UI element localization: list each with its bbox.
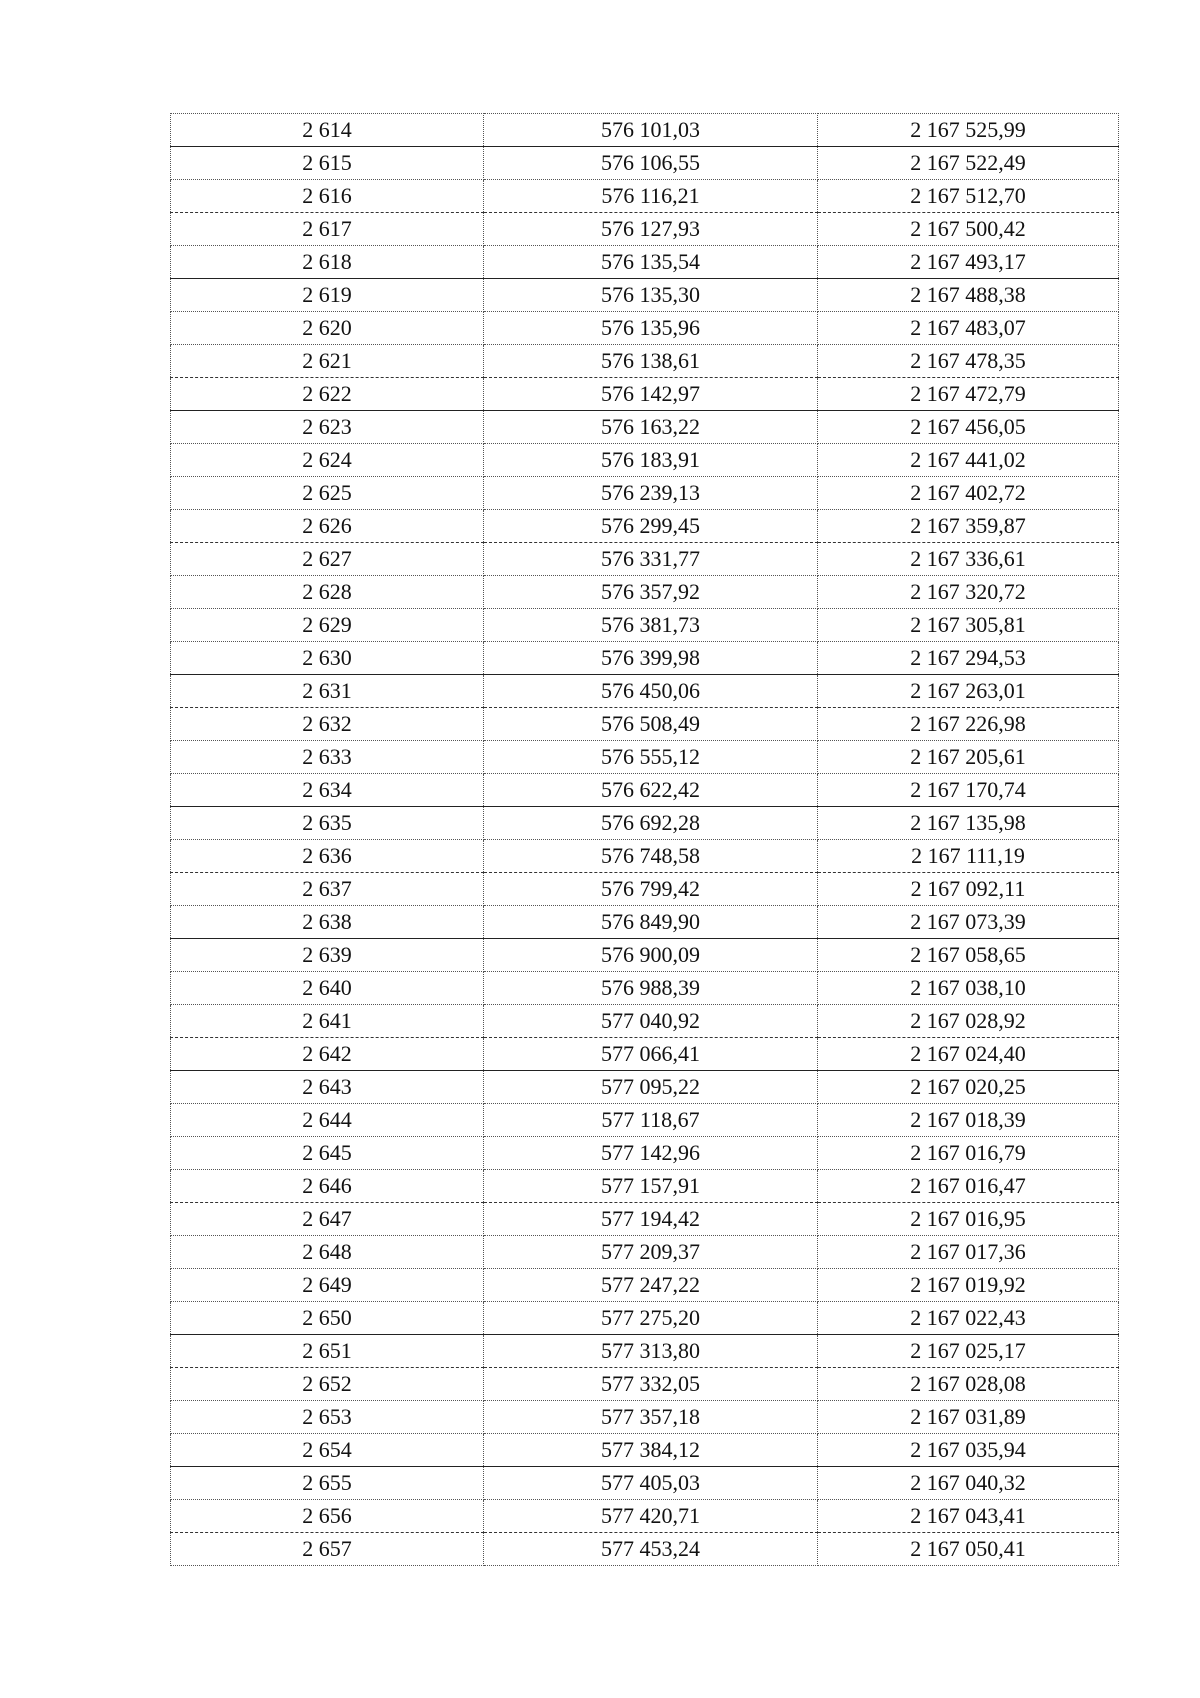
y-coordinate-cell: 2 167 028,92 (818, 1005, 1119, 1038)
table-row (171, 1467, 1119, 1500)
point-number-cell: 2 630 (171, 642, 484, 675)
x-coordinate-cell: 577 384,12 (484, 1434, 818, 1467)
x-coordinate-cell: 576 142,97 (484, 378, 818, 411)
y-coordinate-cell: 2 167 336,61 (818, 543, 1119, 576)
point-number-cell: 2 627 (171, 543, 484, 576)
table-row (171, 1071, 1119, 1104)
point-number-cell: 2 638 (171, 906, 484, 939)
point-number-cell: 2 620 (171, 312, 484, 345)
x-coordinate-cell: 576 900,09 (484, 939, 818, 972)
x-coordinate-cell: 577 118,67 (484, 1104, 818, 1137)
y-coordinate-cell: 2 167 441,02 (818, 444, 1119, 477)
y-coordinate-cell: 2 167 035,94 (818, 1434, 1119, 1467)
point-number-cell: 2 624 (171, 444, 484, 477)
x-coordinate-cell: 577 209,37 (484, 1236, 818, 1269)
point-number-cell: 2 639 (171, 939, 484, 972)
x-coordinate-cell: 576 508,49 (484, 708, 818, 741)
x-coordinate-cell: 576 692,28 (484, 807, 818, 840)
table-row (171, 180, 1119, 213)
y-coordinate-cell: 2 167 028,08 (818, 1368, 1119, 1401)
point-number-cell: 2 633 (171, 741, 484, 774)
y-coordinate-cell: 2 167 038,10 (818, 972, 1119, 1005)
x-coordinate-cell: 577 357,18 (484, 1401, 818, 1434)
y-coordinate-cell: 2 167 016,47 (818, 1170, 1119, 1203)
point-number-cell: 2 648 (171, 1236, 484, 1269)
table-row (171, 1104, 1119, 1137)
y-coordinate-cell: 2 167 016,95 (818, 1203, 1119, 1236)
point-number-cell: 2 652 (171, 1368, 484, 1401)
x-coordinate-cell: 577 142,96 (484, 1137, 818, 1170)
table-row (171, 1335, 1119, 1368)
point-number-cell: 2 617 (171, 213, 484, 246)
y-coordinate-cell: 2 167 020,25 (818, 1071, 1119, 1104)
x-coordinate-cell: 576 849,90 (484, 906, 818, 939)
y-coordinate-cell: 2 167 050,41 (818, 1533, 1119, 1566)
table-row (171, 279, 1119, 312)
table-row (171, 477, 1119, 510)
y-coordinate-cell: 2 167 305,81 (818, 609, 1119, 642)
x-coordinate-cell: 577 275,20 (484, 1302, 818, 1335)
x-coordinate-cell: 576 163,22 (484, 411, 818, 444)
y-coordinate-cell: 2 167 226,98 (818, 708, 1119, 741)
point-number-cell: 2 646 (171, 1170, 484, 1203)
x-coordinate-cell: 576 183,91 (484, 444, 818, 477)
y-coordinate-cell: 2 167 170,74 (818, 774, 1119, 807)
point-number-cell: 2 655 (171, 1467, 484, 1500)
y-coordinate-cell: 2 167 135,98 (818, 807, 1119, 840)
x-coordinate-cell: 576 331,77 (484, 543, 818, 576)
point-number-cell: 2 619 (171, 279, 484, 312)
point-number-cell: 2 634 (171, 774, 484, 807)
x-coordinate-cell: 576 622,42 (484, 774, 818, 807)
table-row (171, 510, 1119, 543)
point-number-cell: 2 635 (171, 807, 484, 840)
y-coordinate-cell: 2 167 031,89 (818, 1401, 1119, 1434)
point-number-cell: 2 631 (171, 675, 484, 708)
table-row (171, 708, 1119, 741)
y-coordinate-cell: 2 167 018,39 (818, 1104, 1119, 1137)
point-number-cell: 2 616 (171, 180, 484, 213)
point-number-cell: 2 621 (171, 345, 484, 378)
y-coordinate-cell: 2 167 040,32 (818, 1467, 1119, 1500)
x-coordinate-cell: 577 247,22 (484, 1269, 818, 1302)
x-coordinate-cell: 576 299,45 (484, 510, 818, 543)
table-row (171, 1434, 1119, 1467)
point-number-cell: 2 622 (171, 378, 484, 411)
table-row (171, 543, 1119, 576)
table-row (171, 1170, 1119, 1203)
x-coordinate-cell: 577 420,71 (484, 1500, 818, 1533)
y-coordinate-cell: 2 167 043,41 (818, 1500, 1119, 1533)
point-number-cell: 2 656 (171, 1500, 484, 1533)
point-number-cell: 2 636 (171, 840, 484, 873)
table-row (171, 906, 1119, 939)
table-row (171, 1302, 1119, 1335)
y-coordinate-cell: 2 167 092,11 (818, 873, 1119, 906)
table-row (171, 345, 1119, 378)
point-number-cell: 2 643 (171, 1071, 484, 1104)
coordinates-table-body (171, 114, 1119, 1566)
y-coordinate-cell: 2 167 522,49 (818, 147, 1119, 180)
point-number-cell: 2 632 (171, 708, 484, 741)
table-row (171, 1269, 1119, 1302)
coordinates-table (170, 113, 1119, 1566)
x-coordinate-cell: 576 138,61 (484, 345, 818, 378)
point-number-cell: 2 615 (171, 147, 484, 180)
x-coordinate-cell: 576 106,55 (484, 147, 818, 180)
y-coordinate-cell: 2 167 058,65 (818, 939, 1119, 972)
table-row (171, 411, 1119, 444)
point-number-cell: 2 653 (171, 1401, 484, 1434)
x-coordinate-cell: 576 988,39 (484, 972, 818, 1005)
y-coordinate-cell: 2 167 500,42 (818, 213, 1119, 246)
point-number-cell: 2 650 (171, 1302, 484, 1335)
table-row (171, 576, 1119, 609)
point-number-cell: 2 628 (171, 576, 484, 609)
y-coordinate-cell: 2 167 205,61 (818, 741, 1119, 774)
x-coordinate-cell: 576 399,98 (484, 642, 818, 675)
y-coordinate-cell: 2 167 111,19 (818, 840, 1119, 873)
x-coordinate-cell: 576 239,13 (484, 477, 818, 510)
point-number-cell: 2 651 (171, 1335, 484, 1368)
x-coordinate-cell: 576 357,92 (484, 576, 818, 609)
table-row (171, 1533, 1119, 1566)
x-coordinate-cell: 577 157,91 (484, 1170, 818, 1203)
point-number-cell: 2 644 (171, 1104, 484, 1137)
y-coordinate-cell: 2 167 359,87 (818, 510, 1119, 543)
table-row (171, 873, 1119, 906)
x-coordinate-cell: 577 095,22 (484, 1071, 818, 1104)
y-coordinate-cell: 2 167 525,99 (818, 114, 1119, 147)
point-number-cell: 2 625 (171, 477, 484, 510)
x-coordinate-cell: 577 453,24 (484, 1533, 818, 1566)
x-coordinate-cell: 577 066,41 (484, 1038, 818, 1071)
y-coordinate-cell: 2 167 488,38 (818, 279, 1119, 312)
x-coordinate-cell: 577 313,80 (484, 1335, 818, 1368)
x-coordinate-cell: 576 555,12 (484, 741, 818, 774)
table-row (171, 972, 1119, 1005)
table-row (171, 1038, 1119, 1071)
point-number-cell: 2 645 (171, 1137, 484, 1170)
table-row (171, 642, 1119, 675)
y-coordinate-cell: 2 167 478,35 (818, 345, 1119, 378)
y-coordinate-cell: 2 167 402,72 (818, 477, 1119, 510)
x-coordinate-cell: 576 135,96 (484, 312, 818, 345)
table-row (171, 840, 1119, 873)
table-row (171, 114, 1119, 147)
point-number-cell: 2 626 (171, 510, 484, 543)
table-row (171, 807, 1119, 840)
table-row (171, 1401, 1119, 1434)
x-coordinate-cell: 576 748,58 (484, 840, 818, 873)
table-row (171, 939, 1119, 972)
table-row (171, 741, 1119, 774)
x-coordinate-cell: 576 450,06 (484, 675, 818, 708)
y-coordinate-cell: 2 167 263,01 (818, 675, 1119, 708)
point-number-cell: 2 649 (171, 1269, 484, 1302)
x-coordinate-cell: 576 101,03 (484, 114, 818, 147)
point-number-cell: 2 637 (171, 873, 484, 906)
table-row (171, 246, 1119, 279)
x-coordinate-cell: 576 135,54 (484, 246, 818, 279)
table-row (171, 444, 1119, 477)
x-coordinate-cell: 576 799,42 (484, 873, 818, 906)
table-row (171, 1137, 1119, 1170)
table-row (171, 213, 1119, 246)
y-coordinate-cell: 2 167 320,72 (818, 576, 1119, 609)
x-coordinate-cell: 576 135,30 (484, 279, 818, 312)
table-row (171, 1203, 1119, 1236)
table-row (171, 1500, 1119, 1533)
y-coordinate-cell: 2 167 019,92 (818, 1269, 1119, 1302)
x-coordinate-cell: 576 381,73 (484, 609, 818, 642)
point-number-cell: 2 654 (171, 1434, 484, 1467)
y-coordinate-cell: 2 167 025,17 (818, 1335, 1119, 1368)
x-coordinate-cell: 577 040,92 (484, 1005, 818, 1038)
table-row (171, 147, 1119, 180)
x-coordinate-cell: 577 332,05 (484, 1368, 818, 1401)
point-number-cell: 2 657 (171, 1533, 484, 1566)
table-row (171, 1005, 1119, 1038)
table-row (171, 378, 1119, 411)
y-coordinate-cell: 2 167 073,39 (818, 906, 1119, 939)
x-coordinate-cell: 576 116,21 (484, 180, 818, 213)
point-number-cell: 2 640 (171, 972, 484, 1005)
x-coordinate-cell: 577 194,42 (484, 1203, 818, 1236)
table-row (171, 1236, 1119, 1269)
y-coordinate-cell: 2 167 456,05 (818, 411, 1119, 444)
y-coordinate-cell: 2 167 294,53 (818, 642, 1119, 675)
table-row (171, 1368, 1119, 1401)
point-number-cell: 2 614 (171, 114, 484, 147)
table-row (171, 675, 1119, 708)
table-row (171, 312, 1119, 345)
table-row (171, 609, 1119, 642)
table-row (171, 774, 1119, 807)
point-number-cell: 2 641 (171, 1005, 484, 1038)
point-number-cell: 2 642 (171, 1038, 484, 1071)
y-coordinate-cell: 2 167 512,70 (818, 180, 1119, 213)
x-coordinate-cell: 577 405,03 (484, 1467, 818, 1500)
point-number-cell: 2 629 (171, 609, 484, 642)
point-number-cell: 2 618 (171, 246, 484, 279)
y-coordinate-cell: 2 167 483,07 (818, 312, 1119, 345)
y-coordinate-cell: 2 167 472,79 (818, 378, 1119, 411)
y-coordinate-cell: 2 167 016,79 (818, 1137, 1119, 1170)
y-coordinate-cell: 2 167 017,36 (818, 1236, 1119, 1269)
y-coordinate-cell: 2 167 022,43 (818, 1302, 1119, 1335)
y-coordinate-cell: 2 167 493,17 (818, 246, 1119, 279)
point-number-cell: 2 647 (171, 1203, 484, 1236)
x-coordinate-cell: 576 127,93 (484, 213, 818, 246)
point-number-cell: 2 623 (171, 411, 484, 444)
y-coordinate-cell: 2 167 024,40 (818, 1038, 1119, 1071)
